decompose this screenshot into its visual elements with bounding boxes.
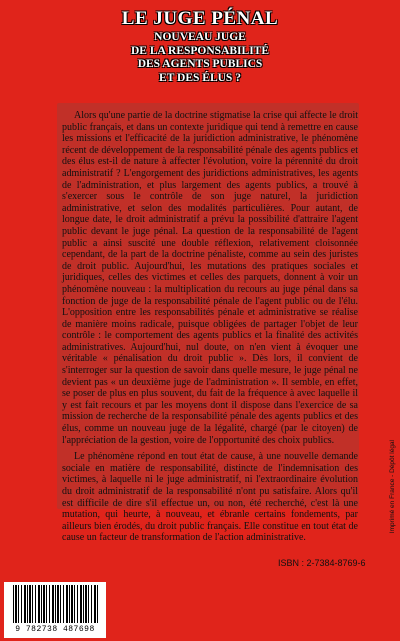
subtitle-line: DES AGENTS PUBLICS [137,58,263,70]
barcode-number: 9 782738 487698 [15,625,95,634]
book-title: LE JUGE PÉNAL [121,8,279,29]
subtitle-line: ET DES ÉLUS ? [159,71,241,84]
summary-paragraph: Alors qu'une partie de la doctrine stigmatise la crise qui affecte le droit public français, et dans un contexte juridique qui tend à remettre en cause les missions et l'efficacité de la juridiction administrative, le phénomène récent de développement de la responsabilité pénale des agents publics et des élus est-il de nature à affecter l'évolution, voire la pérennité du droit administratif ? L'engorgement des juridictions administratives, les agents de l'administration, et plus largement des agents publics, a trouvé à s'exercer sous le contrôle de son juge naturel, la juridiction administrative, et selon des modalités particulières. Pour autant, de longue date, le droit administratif a prévu la possibilité d'attraire l'agent public devant le juge pénal. La question de la responsabilité de l'agent public a ainsi suscité une double réflexion, relativement cloisonnée cependant, de la part de la doctrine pénaliste, comme au sein des juristes de droit public. Aujourd'hui, les mutations des pratiques sociales et juridiques, celles des victimes et celles des parquets, donnent à voir un phénomène nouveau : la multiplication du recours au juge pénal dans sa fonction de juge de la responsabilité pénale de l'agent public ou de l'élu. L'opposition entre les responsabilités pénale et administrative se réalise de manière moins radicale, puisque obligées de partager l'objet de leur contrôle : le comportement des agents publics et la finalité des activités administratives. Aujourd'hui, nul doute, on n'en vient à évoquer une véritable « pénalisation du droit public ». Dès lors, il convient de s'interroger sur la question de savoir dans quelle mesure, le juge pénal ne devient pas « un deuxième juge de l'administration ». Il semble, en effet, se poser de plus en plus souvent, du fait de la fréquence à avec laquelle il y est fait recours et par les moyens dont il dispose dans l'exercice de sa mission de recherche de la responsabilité pénale des agents publics et des élus, comme un nouveau juge de la légalité, chargé (par le citoyen) de l'appréciation de la gestion, voire de l'opportunité des choix publics. [62,110,358,446]
summary-paragraph: Le phénomène répond en tout état de cause, à une nouvelle demande sociale en matière de responsabilité, distincte de l'indemnisation des victimes, à laquelle ni le juge administratif, ni l'extraordinaire évolution du droit administratif de la responsabilité n'ont pu satisfaire. Alors qu'il est difficile de dire s'il effectue un, ou non, été recherché, c'est là une mutation, qui heurte, à nouveau, et ébranle certains fondements, par ailleurs bien érodés, du droit public français. Elle constitue en tout état de cause un facteur de transformation de l'action administrative. [62,451,358,544]
barcode-bars [13,585,99,623]
subtitle-line: NOUVEAU JUGE [154,31,246,43]
book-subtitle [0,31,400,85]
isbn-label: ISBN : 2-7384-8769-6 [278,558,366,568]
subtitle-line: DE LA RESPONSABILITÉ [130,44,270,57]
printer-notice: Imprimé en France - Dépôt légal [389,440,396,534]
summary-text [62,110,358,549]
barcode [4,582,106,638]
